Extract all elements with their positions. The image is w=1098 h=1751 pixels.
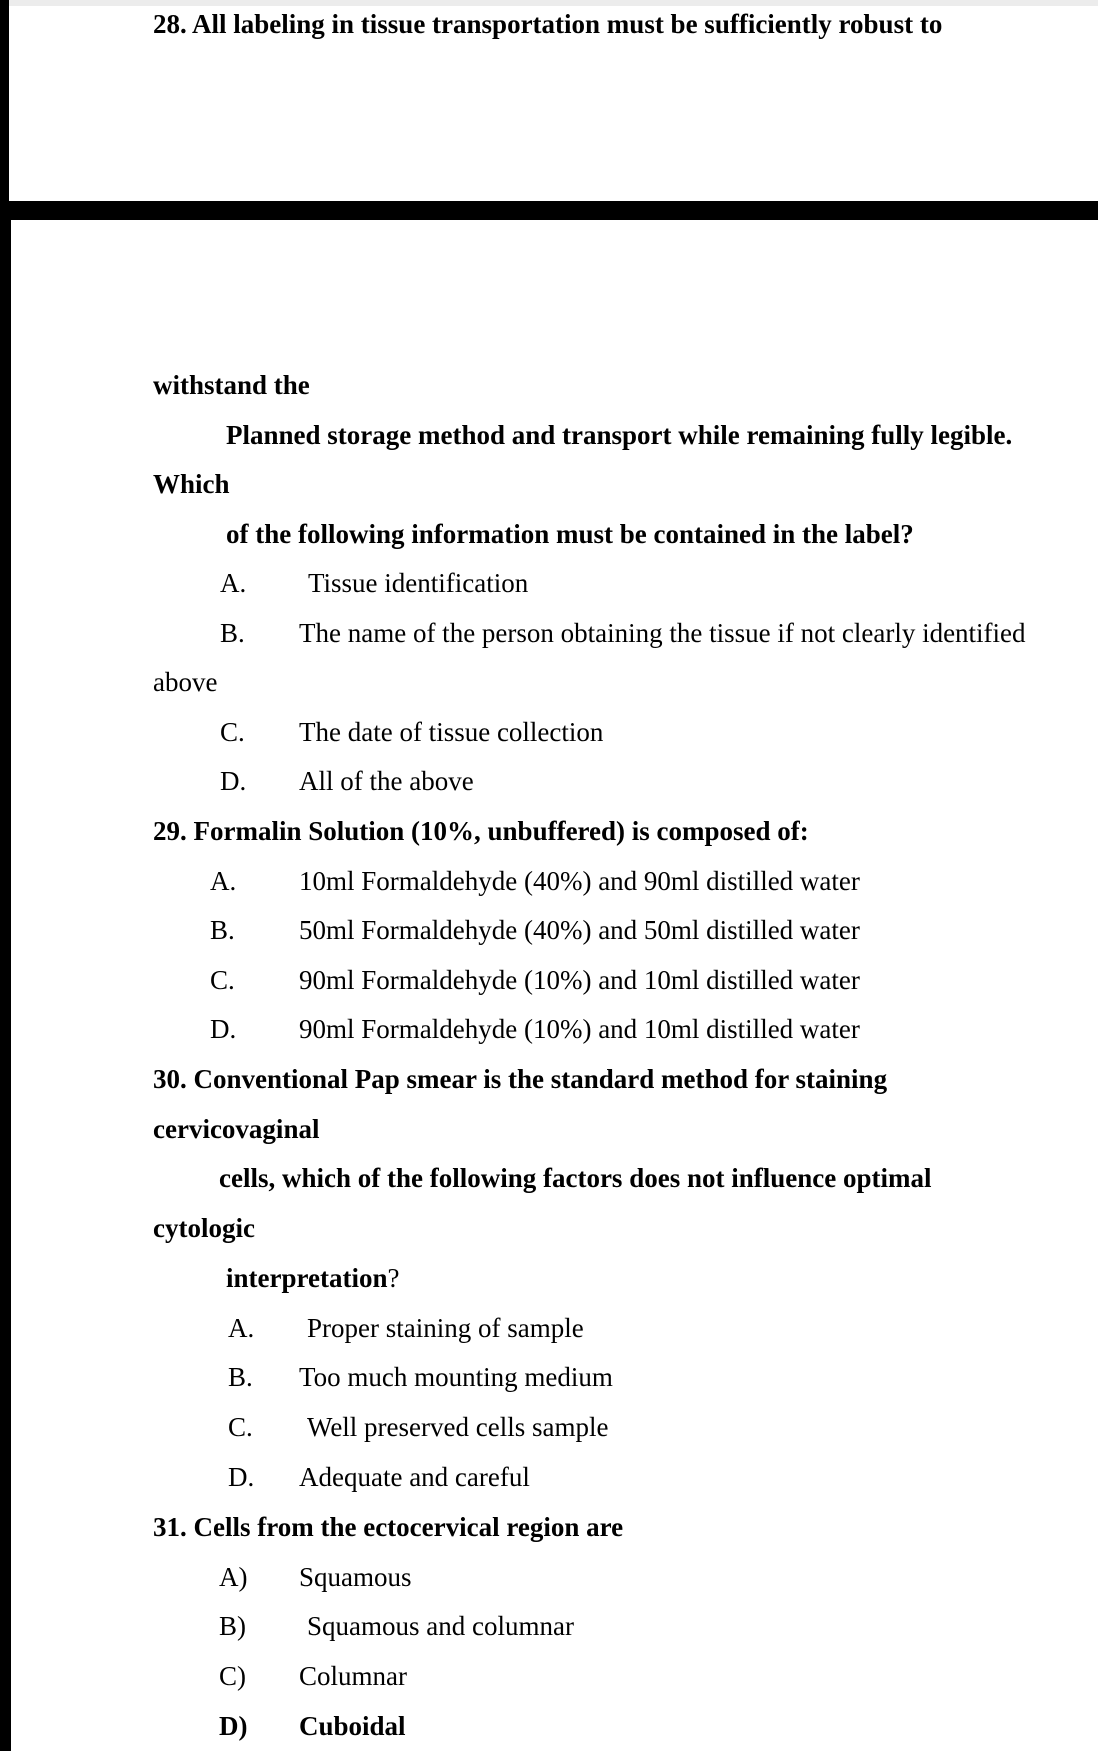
q28-stem-line4: Which [153, 469, 230, 499]
q29-option-c-text: 90ml Formaldehyde (10%) and 10ml distilled water [299, 965, 860, 995]
q31-stem: 31. Cells from the ectocervical region are [153, 1512, 624, 1542]
q30-option-b-text: Too much mounting medium [299, 1362, 613, 1392]
q28-option-a-text: Tissue identification [308, 568, 529, 598]
q28-stem-line1: 28. All labeling in tissue transportation must be sufficiently robust to [153, 9, 943, 39]
q31-option-b-letter: B) [219, 1611, 246, 1641]
q30-option-b-letter: B. [228, 1362, 253, 1392]
q31-option-d-text: Cuboidal [299, 1711, 406, 1741]
q30-option-d-text: Adequate and careful [299, 1462, 530, 1492]
q28-option-c-text: The date of tissue collection [299, 717, 604, 747]
q30-stem-line5-end: ? [387, 1263, 400, 1293]
q28-option-d-letter: D. [220, 766, 247, 796]
q29-option-d-letter: D. [210, 1014, 237, 1044]
q28-stem-line2: withstand the [153, 370, 310, 400]
q31-option-c-text: Columnar [299, 1661, 407, 1691]
top-strip [9, 0, 1098, 6]
q30-option-a-text: Proper staining of sample [307, 1313, 584, 1343]
q29-option-c-letter: C. [210, 965, 235, 995]
q31-option-d-letter: D) [219, 1711, 248, 1741]
q28-option-b-continuation: above [153, 667, 218, 697]
q31-option-b-text: Squamous and columnar [307, 1611, 574, 1641]
q30-stem-line2: cervicovaginal [153, 1114, 320, 1144]
q31-option-c-letter: C) [219, 1661, 246, 1691]
q28-stem-line5: of the following information must be contained in the label? [226, 519, 914, 549]
q28-option-b-text: The name of the person obtaining the tissue if not clearly identified [299, 618, 1026, 648]
q29-option-a-text: 10ml Formaldehyde (40%) and 90ml distilled water [299, 866, 860, 896]
q30-stem-line5 [226, 1262, 399, 1294]
q30-option-c-letter: C. [228, 1412, 253, 1442]
q30-stem-line1: 30. Conventional Pap smear is the standard method for staining [153, 1064, 888, 1094]
q31-option-a-text: Squamous [299, 1562, 412, 1592]
q30-option-c-text: Well preserved cells sample [307, 1412, 609, 1442]
q30-stem-line5-bold: interpretation [226, 1263, 388, 1293]
q29-stem: 29. Formalin Solution (10%, unbuffered) is composed of: [153, 816, 809, 846]
q29-option-b-letter: B. [210, 915, 235, 945]
q29-option-a-letter: A. [210, 866, 237, 896]
q30-option-d-letter: D. [228, 1462, 255, 1492]
q28-option-b-letter: B. [220, 618, 245, 648]
q28-stem-line3: Planned storage method and transport while remaining fully legible. [226, 420, 1013, 450]
q28-option-d-text: All of the above [299, 766, 474, 796]
q30-stem-line4: cytologic [153, 1213, 255, 1243]
q30-stem-line3: cells, which of the following factors does not influence optimal [219, 1163, 932, 1193]
q31-option-a-letter: A) [219, 1562, 248, 1592]
q30-option-a-letter: A. [228, 1313, 255, 1343]
q28-option-a-letter: A. [220, 568, 247, 598]
q29-option-d-text: 90ml Formaldehyde (10%) and 10ml distilled water [299, 1014, 860, 1044]
q28-option-c-letter: C. [220, 717, 245, 747]
q29-option-b-text: 50ml Formaldehyde (40%) and 50ml distilled water [299, 915, 860, 945]
